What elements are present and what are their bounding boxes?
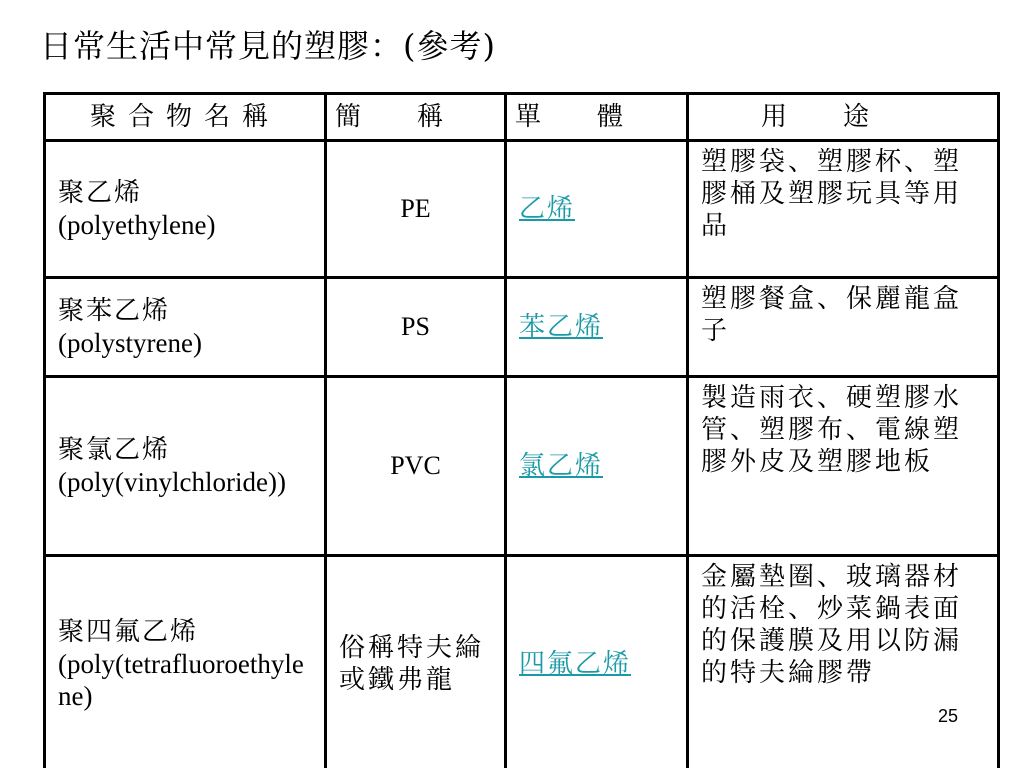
monomer-cell bbox=[506, 377, 688, 556]
header-use: 用途 bbox=[688, 94, 999, 141]
header-monomer: 單體 bbox=[506, 94, 688, 141]
table-row bbox=[45, 377, 999, 556]
monomer-link[interactable]: 氯乙烯 bbox=[519, 451, 604, 481]
header-abbreviation: 簡稱 bbox=[326, 94, 506, 141]
polymer-name-zh: 聚乙烯 bbox=[58, 178, 143, 208]
monomer-cell bbox=[506, 278, 688, 377]
polymer-name-cell bbox=[45, 278, 326, 377]
polymer-name-en: (polyethylene) bbox=[58, 210, 216, 240]
table-header-row bbox=[45, 94, 999, 141]
monomer-cell bbox=[506, 556, 688, 768]
polymer-name-cell bbox=[45, 556, 326, 768]
polymer-name-cell bbox=[45, 377, 326, 556]
polymer-name-zh: 聚氯乙烯 bbox=[58, 435, 171, 465]
use-cell: 金屬墊圈、玻璃器材的活栓、炒菜鍋表面的保護膜及用以防漏的特夫綸膠帶 bbox=[688, 556, 999, 768]
monomer-link[interactable]: 苯乙烯 bbox=[519, 312, 604, 342]
polymer-name-en: (polystyrene) bbox=[58, 328, 202, 358]
abbreviation-cell: PE bbox=[326, 141, 506, 278]
header-polymer-name: 聚合物名稱 bbox=[45, 94, 326, 141]
polymer-name-en: (poly(vinylchloride)) bbox=[58, 467, 286, 497]
use-cell: 塑膠餐盒、保麗龍盒子 bbox=[688, 278, 999, 377]
slide-title: 日常生活中常見的塑膠：(參考) bbox=[40, 27, 496, 65]
monomer-link[interactable]: 四氟乙烯 bbox=[519, 649, 632, 679]
polymer-name-zh: 聚四氟乙烯 bbox=[58, 617, 199, 647]
abbreviation-cell: PVC bbox=[326, 377, 506, 556]
page-number: 25 bbox=[938, 706, 959, 726]
table-row bbox=[45, 278, 999, 377]
polymer-name-cell bbox=[45, 141, 326, 278]
monomer-link[interactable]: 乙烯 bbox=[519, 194, 576, 224]
abbreviation-cell: 俗稱特夫綸或鐵弗龍 bbox=[326, 556, 506, 768]
use-cell: 塑膠袋、塑膠杯、塑膠桶及塑膠玩具等用品 bbox=[688, 141, 999, 278]
plastics-table bbox=[43, 92, 1000, 768]
table-row bbox=[45, 556, 999, 768]
table-row bbox=[45, 141, 999, 278]
polymer-name-en: (poly(tetrafluoroethylene) bbox=[58, 649, 304, 711]
monomer-cell bbox=[506, 141, 688, 278]
polymer-name-zh: 聚苯乙烯 bbox=[58, 296, 171, 326]
use-cell: 製造雨衣、硬塑膠水管、塑膠布、電線塑膠外皮及塑膠地板 bbox=[688, 377, 999, 556]
abbreviation-cell: PS bbox=[326, 278, 506, 377]
